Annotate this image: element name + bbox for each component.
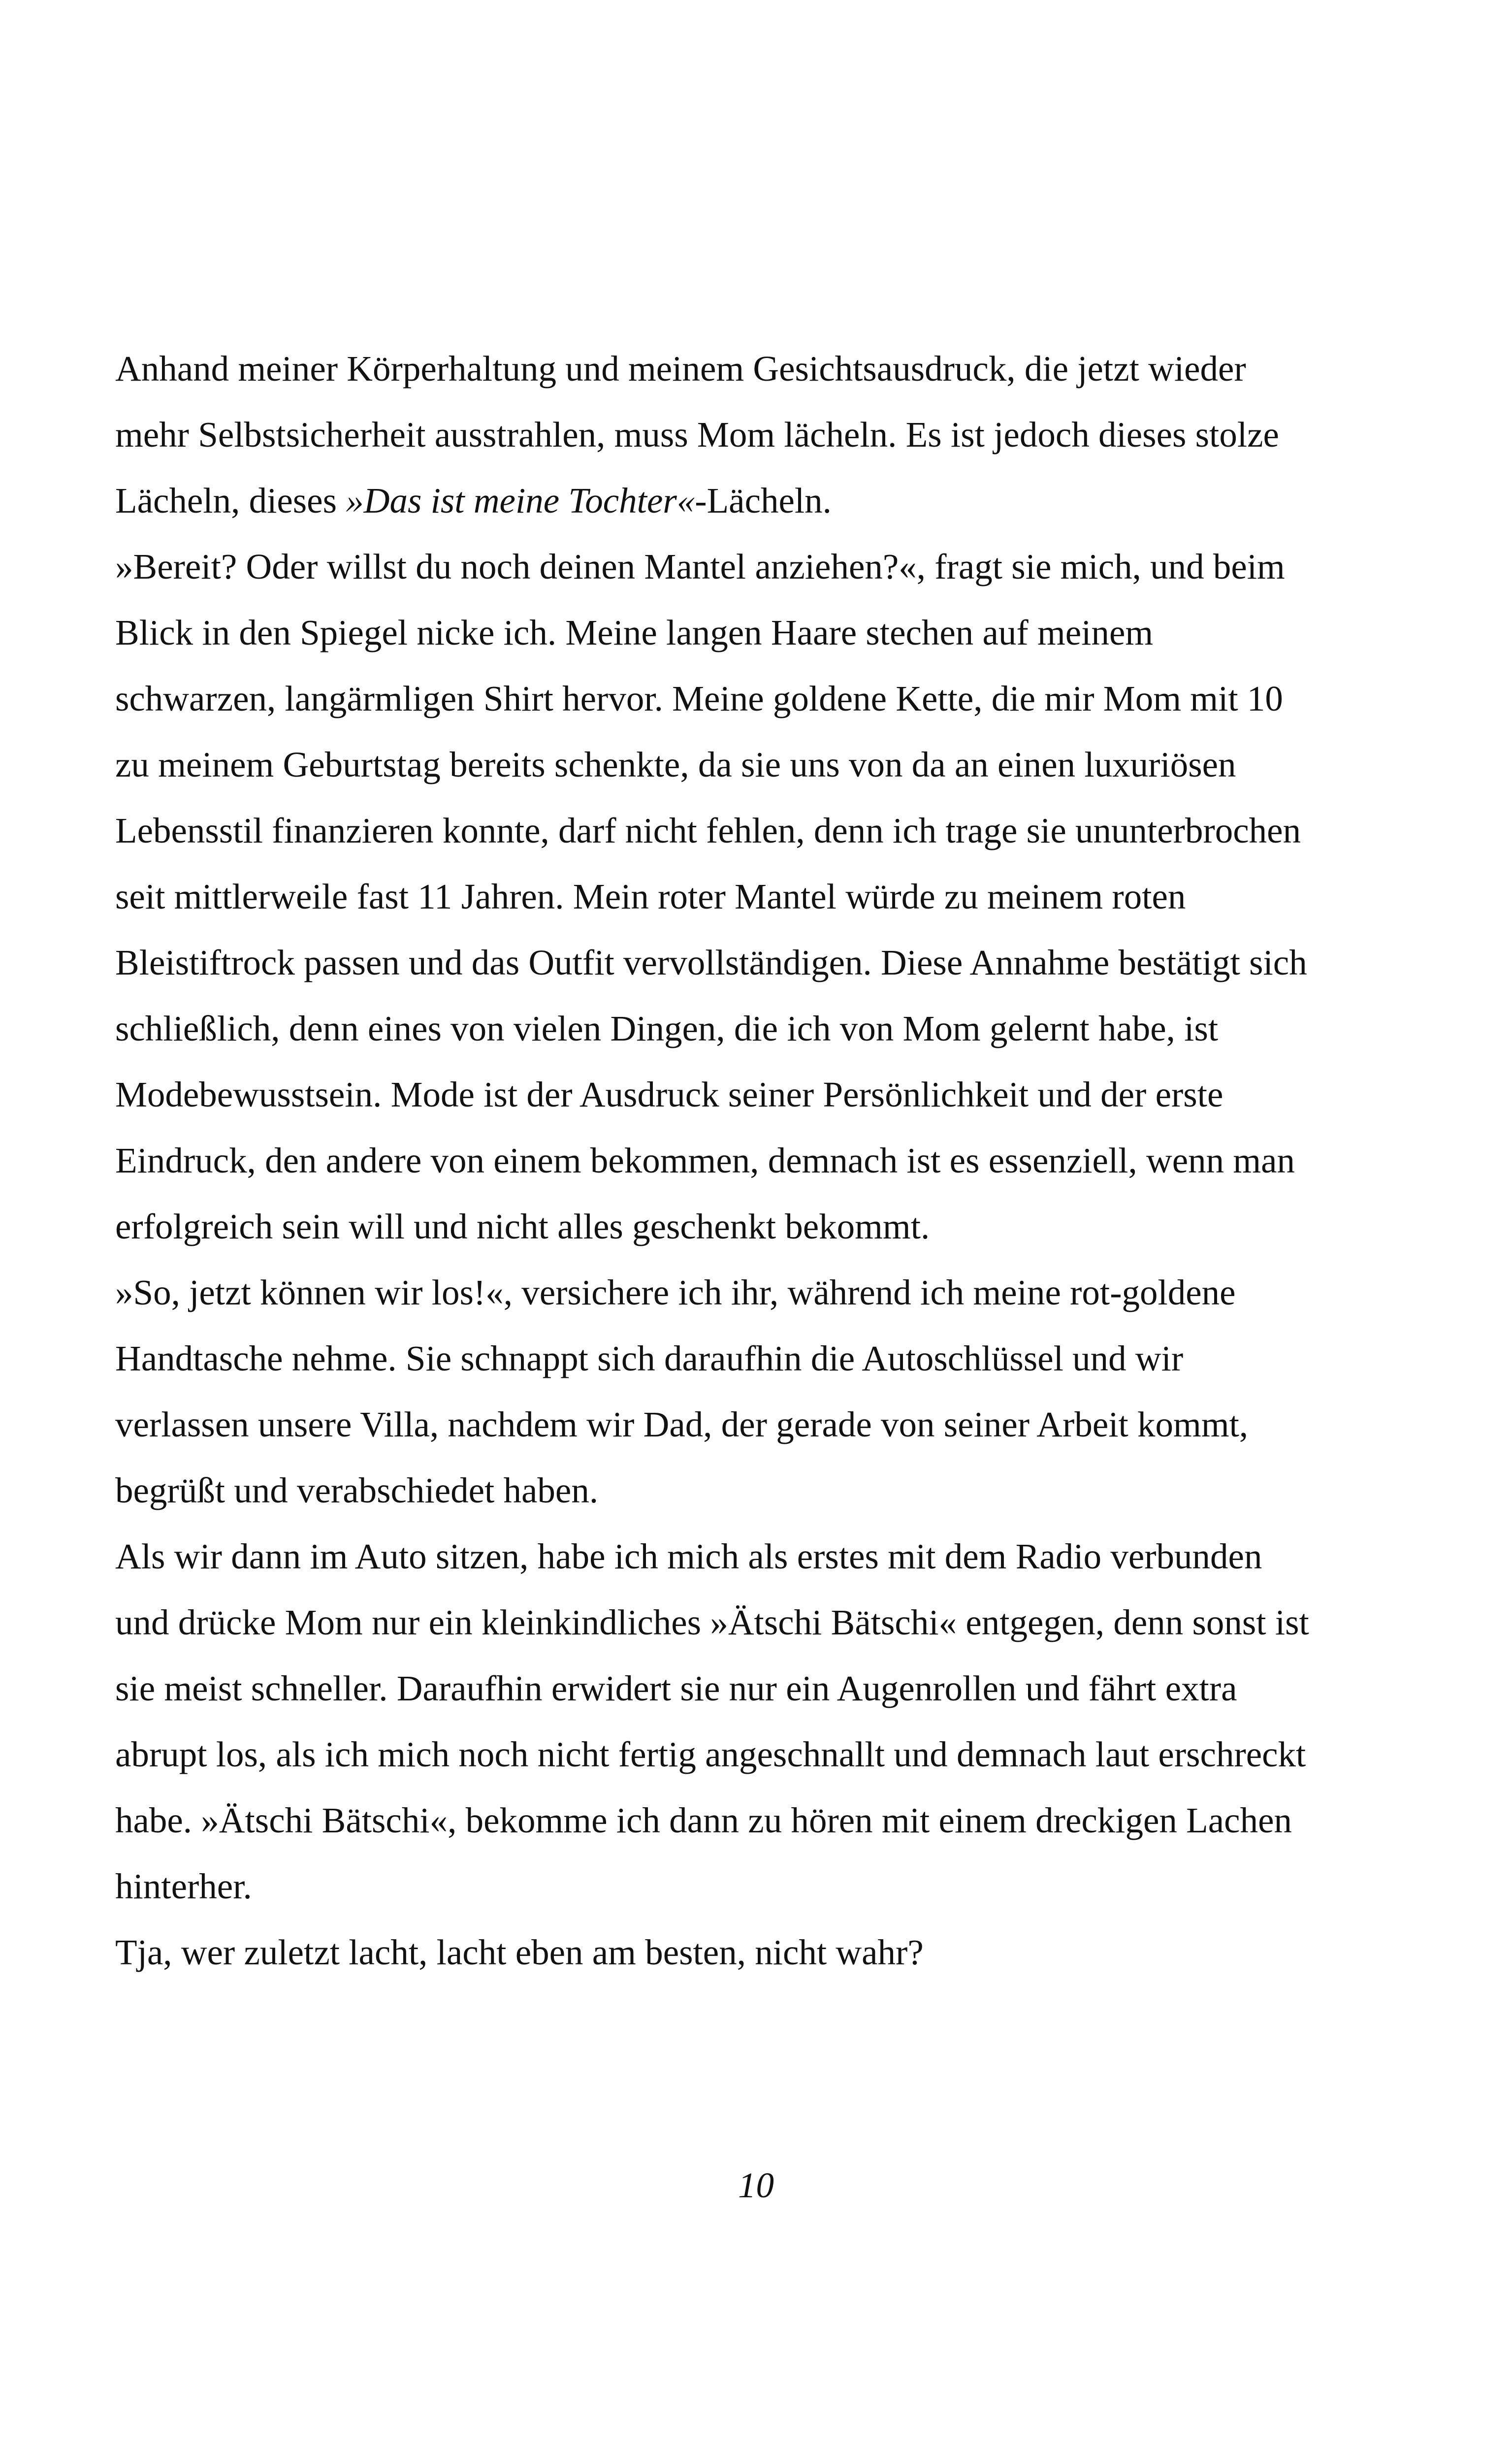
text-line: zu meinem Geburtstag bereits schenkte, da sie uns von da an einen luxuriösen xyxy=(115,745,1236,784)
text-line: Handtasche nehme. Sie schnappt sich daraufhin die Autoschlüssel und wir xyxy=(115,1338,1184,1378)
text-line: begrüßt und verabschiedet haben. xyxy=(115,1470,599,1510)
text-line: hinterher. xyxy=(115,1866,252,1906)
text-line: habe. »Ätschi Bätschi«, bekomme ich dann zu hören mit einem dreckigen Lachen xyxy=(115,1800,1292,1840)
text-line: Modebewusstsein. Mode ist der Ausdruck seiner Persönlichkeit und der erste xyxy=(115,1075,1223,1114)
page-number: 10 xyxy=(738,2165,774,2205)
text-line: sie meist schneller. Daraufhin erwidert sie nur ein Augenrollen und fährt extra xyxy=(115,1668,1237,1708)
text-line: erfolgreich sein will und nicht alles geschenkt bekommt. xyxy=(115,1206,930,1246)
text-line: Bleistiftrock passen und das Outfit vervollständigen. Diese Annahme bestätigt sich xyxy=(115,943,1307,982)
text-line: »So, jetzt können wir los!«, versichere ich ihr, während ich meine rot-goldene xyxy=(115,1272,1236,1312)
text-line: Anhand meiner Körperhaltung und meinem Gesichtsausdruck, die jetzt wieder xyxy=(115,349,1246,389)
text-line: und drücke Mom nur ein kleinkindliches »Ätschi Bätschi« entgegen, denn sonst ist xyxy=(115,1602,1309,1642)
body-text xyxy=(115,336,1405,1986)
text-line-with-italic xyxy=(115,468,1405,534)
text-segment: -Lächeln. xyxy=(695,481,832,521)
text-line: abrupt los, als ich mich noch nicht fertig angeschnallt und demnach laut erschreckt xyxy=(115,1734,1306,1774)
text-line: schwarzen, langärmligen Shirt hervor. Meine goldene Kette, die mir Mom mit 10 xyxy=(115,679,1283,718)
text-line: Eindruck, den andere von einem bekommen, demnach ist es essenziell, wenn man xyxy=(115,1140,1295,1180)
text-line: seit mittlerweile fast 11 Jahren. Mein roter Mantel würde zu meinem roten xyxy=(115,877,1186,916)
text-line: schließlich, denn eines von vielen Dingen, die ich von Mom gelernt habe, ist xyxy=(115,1009,1219,1048)
text-line: Blick in den Spiegel nicke ich. Meine langen Haare stechen auf meinem xyxy=(115,613,1154,652)
text-line: Tja, wer zuletzt lacht, lacht eben am besten, nicht wahr? xyxy=(115,1932,924,1972)
text-line: Als wir dann im Auto sitzen, habe ich mich als erstes mit dem Radio verbunden xyxy=(115,1536,1262,1576)
text-line: mehr Selbstsicherheit ausstrahlen, muss Mom lächeln. Es ist jedoch dieses stolze xyxy=(115,415,1279,455)
text-line: Lebensstil finanzieren konnte, darf nicht fehlen, denn ich trage sie ununterbrochen xyxy=(115,811,1301,850)
italic-phrase: »Das ist meine Tochter« xyxy=(346,481,695,521)
text-segment: Lächeln, dieses xyxy=(115,481,346,521)
text-line: verlassen unsere Villa, nachdem wir Dad, der gerade von seiner Arbeit kommt, xyxy=(115,1404,1249,1444)
text-line: »Bereit? Oder willst du noch deinen Mantel anziehen?«, fragt sie mich, und beim xyxy=(115,547,1285,586)
